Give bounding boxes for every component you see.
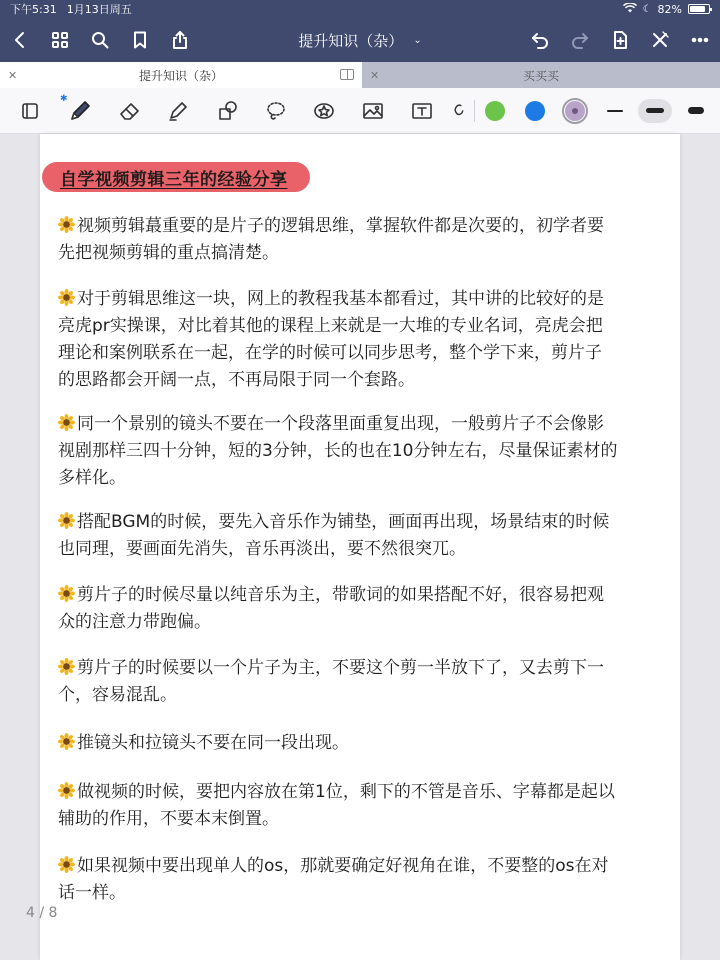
- note-paragraph: [58, 411, 668, 492]
- paragraph-line-text: 视频剪辑蕞重要的是片子的逻辑思维，掌握软件都是次要的，初学者要: [77, 216, 604, 236]
- paragraph-line: [58, 340, 668, 367]
- paragraph-line: [58, 806, 668, 833]
- grid-icon[interactable]: [40, 18, 80, 62]
- color-swatch-lavender[interactable]: [565, 101, 585, 121]
- eraser-icon[interactable]: [112, 88, 148, 134]
- headline-block: [42, 162, 288, 192]
- headline-text: 自学视频剪辑三年的经验分享: [60, 169, 288, 190]
- note-paragraph: [58, 213, 668, 267]
- paragraph-line-text: 亮虎pr实操课，对比着其他的课程上来就是一大堆的专业名词，亮虎会把: [58, 316, 603, 336]
- tab-label: 提升知识（杂）: [138, 68, 223, 83]
- paragraph-line: [58, 779, 668, 806]
- toolbar-divider: [474, 100, 475, 122]
- note-paragraph: [58, 509, 668, 563]
- lasso-icon[interactable]: [258, 88, 294, 134]
- drawing-toolbar: [0, 88, 720, 134]
- status-bar: [0, 0, 720, 18]
- page-indicator: 4 / 8: [26, 905, 58, 921]
- paragraph-line: [58, 582, 668, 609]
- stroke-width-medium[interactable]: [646, 108, 664, 113]
- paragraph-line-text: 理论和案例联系在一起，在学的时候可以同步思考，整个学下来，剪片子: [58, 343, 602, 363]
- paragraph-line: [58, 286, 668, 313]
- tab-other[interactable]: [362, 62, 720, 88]
- text-icon[interactable]: [404, 88, 440, 134]
- sunflower-icon: [58, 413, 75, 430]
- stroke-width-thick[interactable]: [688, 107, 704, 114]
- add-page-icon[interactable]: [600, 18, 640, 62]
- paragraph-line: [58, 411, 668, 438]
- search-icon[interactable]: [80, 18, 120, 62]
- sunflower-icon: [58, 732, 75, 749]
- sunflower-icon: [58, 781, 75, 798]
- paragraph-line-text: 也同理，要画面先消失，音乐再淡出，要不然很突兀。: [58, 539, 466, 559]
- chevron-down-icon: ⌄: [413, 34, 422, 46]
- close-tab-icon[interactable]: ✕: [370, 68, 380, 82]
- back-icon[interactable]: [0, 18, 40, 62]
- status-time: 下午5:31: [10, 3, 57, 16]
- bookmark-icon[interactable]: [120, 18, 160, 62]
- note-paragraph: [58, 779, 668, 833]
- paragraph-line-text: 做视频的时候，要把内容放在第1位，剩下的不管是音乐、字幕都是起以: [77, 782, 615, 802]
- sunflower-icon: [58, 288, 75, 305]
- paragraph-line: [58, 213, 668, 240]
- wifi-icon: [623, 3, 637, 16]
- bluetooth-icon: ✱: [60, 94, 68, 104]
- note-paragraph: [58, 853, 668, 907]
- paragraph-line-text: 对于剪辑思维这一块，网上的教程我基本都看过，其中讲的比较好的是: [77, 289, 604, 309]
- paragraph-line-text: 辅助的作用，不要本末倒置。: [58, 809, 279, 829]
- paragraph-line-text: 个，容易混乱。: [58, 685, 177, 705]
- paragraph-line-text: 同一个景别的镜头不要在一个段落里面重复出现，一般剪片子不会像影: [77, 414, 604, 434]
- paragraph-line: [58, 682, 668, 709]
- highlighter-icon[interactable]: [160, 88, 196, 134]
- stroke-width-thin[interactable]: [607, 110, 623, 112]
- paragraph-line-text: 推镜头和拉镜头不要在同一段出现。: [77, 733, 349, 753]
- note-paragraph: [58, 286, 668, 394]
- tab-label: 买买买: [522, 68, 559, 83]
- sunflower-icon: [58, 855, 75, 872]
- paragraph-line-text: 的思路都会开阔一点，不再局限于同一个套路。: [58, 370, 415, 390]
- paragraph-line: [58, 655, 668, 682]
- status-date: 1月13日周五: [66, 3, 132, 16]
- paragraph-line: [58, 880, 668, 907]
- paragraph-line: [58, 313, 668, 340]
- sunflower-icon: [58, 657, 75, 674]
- paragraph-line-text: 剪片子的时候尽量以纯音乐为主，带歌词的如果搭配不好，很容易把观: [77, 585, 604, 605]
- image-icon[interactable]: [355, 88, 391, 134]
- document-title[interactable]: [298, 18, 421, 62]
- redo-icon[interactable]: [560, 18, 600, 62]
- paragraph-line: [58, 853, 668, 880]
- close-pen-icon[interactable]: [640, 18, 680, 62]
- paragraph-line-text: 搭配BGM的时候，要先入音乐作为铺垫，画面再出现，场景结束的时候: [77, 512, 610, 532]
- paragraph-line: [58, 536, 668, 563]
- share-icon[interactable]: [160, 18, 200, 62]
- moon-icon: ☾: [642, 3, 652, 15]
- document-canvas[interactable]: [0, 134, 720, 960]
- note-paragraph: [58, 730, 668, 757]
- sunflower-icon: [58, 511, 75, 528]
- note-page[interactable]: [40, 134, 680, 960]
- tab-current[interactable]: [0, 62, 362, 88]
- note-paragraph: [58, 655, 668, 709]
- link-icon[interactable]: [448, 88, 470, 134]
- close-tab-icon[interactable]: ✕: [8, 68, 18, 82]
- battery-percent: 82%: [657, 2, 682, 16]
- color-swatch-green[interactable]: [485, 101, 505, 121]
- note-paragraph: [58, 582, 668, 636]
- tab-bar: [0, 62, 720, 88]
- sunflower-icon: [58, 584, 75, 601]
- nav-bar: [0, 18, 720, 62]
- paragraph-line-text: 多样化。: [58, 468, 126, 488]
- paragraph-line: [58, 509, 668, 536]
- pen-icon[interactable]: [62, 88, 98, 134]
- paragraph-line: [58, 465, 668, 492]
- more-icon[interactable]: [680, 18, 720, 62]
- paragraph-line: [58, 730, 668, 757]
- page-view-icon[interactable]: [12, 88, 48, 134]
- paragraph-line-text: 如果视频中要出现单人的os，那就要确定好视角在谁，不要整的os在对: [77, 856, 609, 876]
- paragraph-line: [58, 438, 668, 465]
- paragraph-line-text: 话一样。: [58, 883, 126, 903]
- paragraph-line: [58, 240, 668, 267]
- paragraph-line: [58, 367, 668, 394]
- sticker-icon[interactable]: [306, 88, 342, 134]
- paragraph-line-text: 众的注意力带跑偏。: [58, 612, 211, 632]
- paragraph-line: [58, 609, 668, 636]
- paragraph-line-text: 视剧那样三四十分钟，短的3分钟，长的也在10分钟左右，尽量保证素材的: [58, 441, 618, 461]
- battery-icon: [688, 4, 710, 14]
- shapes-icon[interactable]: [210, 88, 246, 134]
- split-view-icon[interactable]: [340, 69, 354, 80]
- sunflower-icon: [58, 215, 75, 232]
- color-swatch-blue[interactable]: [525, 101, 545, 121]
- undo-icon[interactable]: [520, 18, 560, 62]
- paragraph-line-text: 剪片子的时候要以一个片子为主，不要这个剪一半放下了，又去剪下一: [77, 658, 604, 678]
- document-title-text: 提升知识（杂）: [298, 31, 404, 50]
- paragraph-line-text: 先把视频剪辑的重点搞清楚。: [58, 243, 279, 263]
